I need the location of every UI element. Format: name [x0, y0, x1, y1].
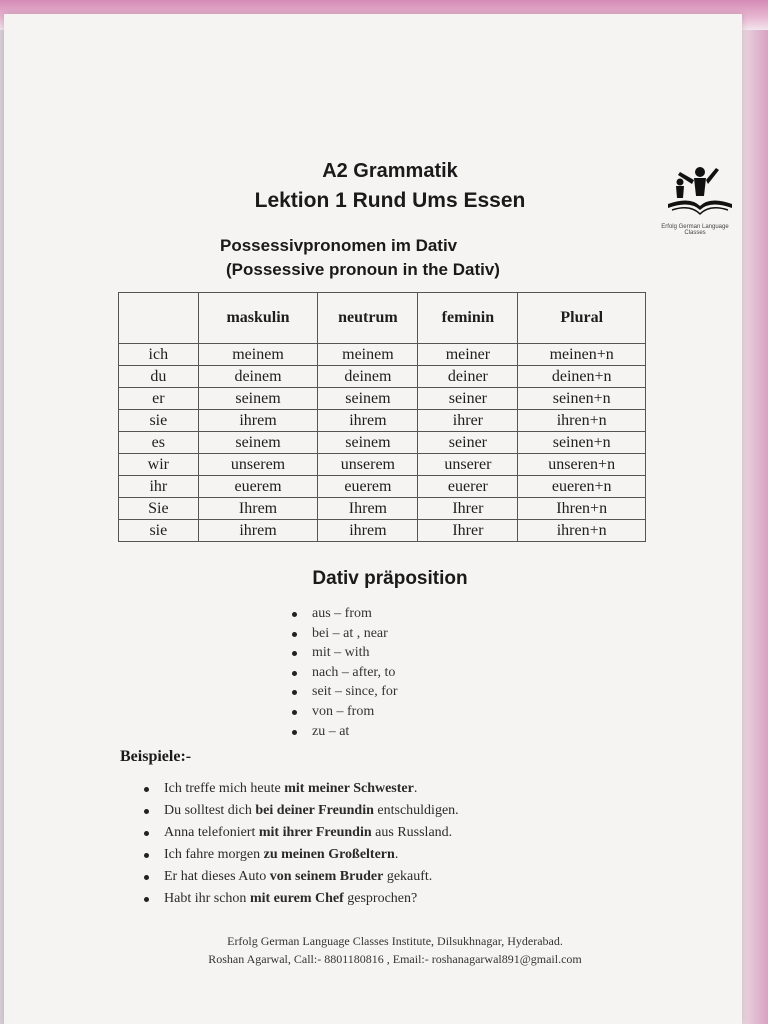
table-cell: seinen+n — [518, 388, 646, 410]
table-cell: meinen+n — [518, 344, 646, 366]
table-cell: du — [119, 366, 199, 388]
page-title — [200, 160, 580, 213]
example-text: gekauft. — [383, 869, 433, 884]
table-cell: Ihren+n — [518, 498, 646, 520]
school-logo-graphic — [650, 160, 740, 224]
list-item: bei – at , near — [290, 624, 398, 644]
list-item — [142, 822, 459, 844]
table-cell: deiner — [418, 366, 518, 388]
table-cell: seiner — [418, 388, 518, 410]
table-row — [119, 344, 646, 366]
footer-line-1: Erfolg German Language Classes Institute, Dilsukhnagar, Hyderabad. — [227, 934, 563, 948]
list-item — [142, 844, 459, 866]
table-cell: ihr — [119, 476, 199, 498]
list-item: seit – since, for — [290, 682, 398, 702]
table-row — [119, 498, 646, 520]
logo-caption: Erfolg German Language Classes — [661, 224, 729, 236]
table-row — [119, 520, 646, 542]
table-cell: Ihrer — [418, 498, 518, 520]
table-cell: Ihrem — [198, 498, 318, 520]
table-cell: es — [119, 432, 199, 454]
example-text: entschuldigen. — [373, 803, 459, 818]
possessive-pronoun-table — [118, 292, 646, 542]
list-item — [142, 778, 459, 800]
list-item: mit – with — [290, 643, 398, 663]
example-highlight: mit ihrer Freundin — [258, 825, 372, 840]
table-cell: deinen+n — [518, 366, 646, 388]
table-cell: ihrem — [198, 410, 318, 432]
table-cell: ihren+n — [518, 410, 646, 432]
section-title-line-2: (Possessive pronoun in the Dativ) — [226, 260, 500, 279]
table-row — [119, 366, 646, 388]
example-highlight: mit eurem Chef — [249, 891, 344, 906]
table-cell: ihren+n — [518, 520, 646, 542]
example-text: aus Russland. — [371, 825, 453, 840]
list-item — [142, 866, 459, 888]
table-cell: sie — [119, 410, 199, 432]
table-cell: ihrem — [318, 520, 418, 542]
table-cell: Ihrer — [418, 520, 518, 542]
table-cell: seinem — [318, 432, 418, 454]
table-cell: ihrem — [198, 520, 318, 542]
table-header-row — [119, 293, 646, 344]
example-highlight: mit meiner Schwester — [284, 781, 414, 796]
example-text: Ich treffe mich heute — [164, 781, 285, 796]
list-item: von – from — [290, 702, 398, 722]
list-item: aus – from — [290, 604, 398, 624]
table-row — [119, 388, 646, 410]
table-cell: deinem — [318, 366, 418, 388]
table-row — [119, 432, 646, 454]
example-text: gesprochen? — [343, 891, 418, 906]
section-title-possessive — [220, 236, 580, 280]
example-text: . — [413, 781, 418, 796]
table-cell: unserem — [318, 454, 418, 476]
example-text: Ich fahre morgen — [164, 847, 264, 862]
table-cell: sie — [119, 520, 199, 542]
table-cell: seinem — [198, 388, 318, 410]
example-highlight: von seinem Bruder — [269, 869, 384, 884]
title-line-2: Lektion 1 Rund Ums Essen — [254, 189, 526, 212]
table-cell: unserer — [418, 454, 518, 476]
table-cell: ich — [119, 344, 199, 366]
table-cell: eueren+n — [518, 476, 646, 498]
school-logo-icon — [650, 160, 740, 238]
table-header-cell: feminin — [418, 293, 518, 344]
footer-line-2: Roshan Agarwal, Call:- 8801180816 , Email:- roshanagarwal891@gmail.com — [208, 952, 582, 966]
table-cell: er — [119, 388, 199, 410]
table-cell: wir — [119, 454, 199, 476]
table-cell: seiner — [418, 432, 518, 454]
example-highlight: zu meinen Großeltern — [263, 847, 395, 862]
example-text: Du solltest dich — [164, 803, 256, 818]
table-header-cell: Plural — [518, 293, 646, 344]
table-cell: ihrer — [418, 410, 518, 432]
table-cell: Sie — [119, 498, 199, 520]
list-item: nach – after, to — [290, 663, 398, 683]
table-cell: Ihrem — [318, 498, 418, 520]
table-row — [119, 454, 646, 476]
table-cell: meiner — [418, 344, 518, 366]
table-cell: deinem — [198, 366, 318, 388]
example-sentence-list — [142, 778, 459, 910]
table-header-cell — [119, 293, 199, 344]
table-header-cell: neutrum — [318, 293, 418, 344]
table-cell: seinem — [198, 432, 318, 454]
table-cell: euerem — [318, 476, 418, 498]
example-text: Habt ihr schon — [164, 891, 250, 906]
table-cell: seinen+n — [518, 432, 646, 454]
list-item — [142, 888, 459, 910]
list-item: zu – at — [290, 722, 398, 742]
section-title-line-1: Possessivpronomen im Dativ — [220, 236, 458, 255]
table-cell: meinem — [198, 344, 318, 366]
list-item — [142, 800, 459, 822]
table-cell: euerem — [198, 476, 318, 498]
example-text: . — [394, 847, 399, 862]
example-text: Anna telefoniert — [164, 825, 259, 840]
table-row — [119, 476, 646, 498]
table-cell: seinem — [318, 388, 418, 410]
example-text: Er hat dieses Auto — [164, 869, 270, 884]
title-line-1: A2 Grammatik — [322, 160, 458, 182]
table-cell: ihrem — [318, 410, 418, 432]
table-cell: meinem — [318, 344, 418, 366]
table-header-cell: maskulin — [198, 293, 318, 344]
table-cell: unserem — [198, 454, 318, 476]
table-row — [119, 410, 646, 432]
table-cell: euerer — [418, 476, 518, 498]
examples-heading: Beispiele:- — [120, 748, 192, 765]
footer — [170, 932, 620, 968]
background-pink-right — [740, 30, 768, 1024]
table-cell: unseren+n — [518, 454, 646, 476]
example-highlight: bei deiner Freundin — [255, 803, 374, 818]
section-title-prepositions: Dativ präposition — [312, 568, 468, 589]
preposition-list — [290, 604, 398, 741]
